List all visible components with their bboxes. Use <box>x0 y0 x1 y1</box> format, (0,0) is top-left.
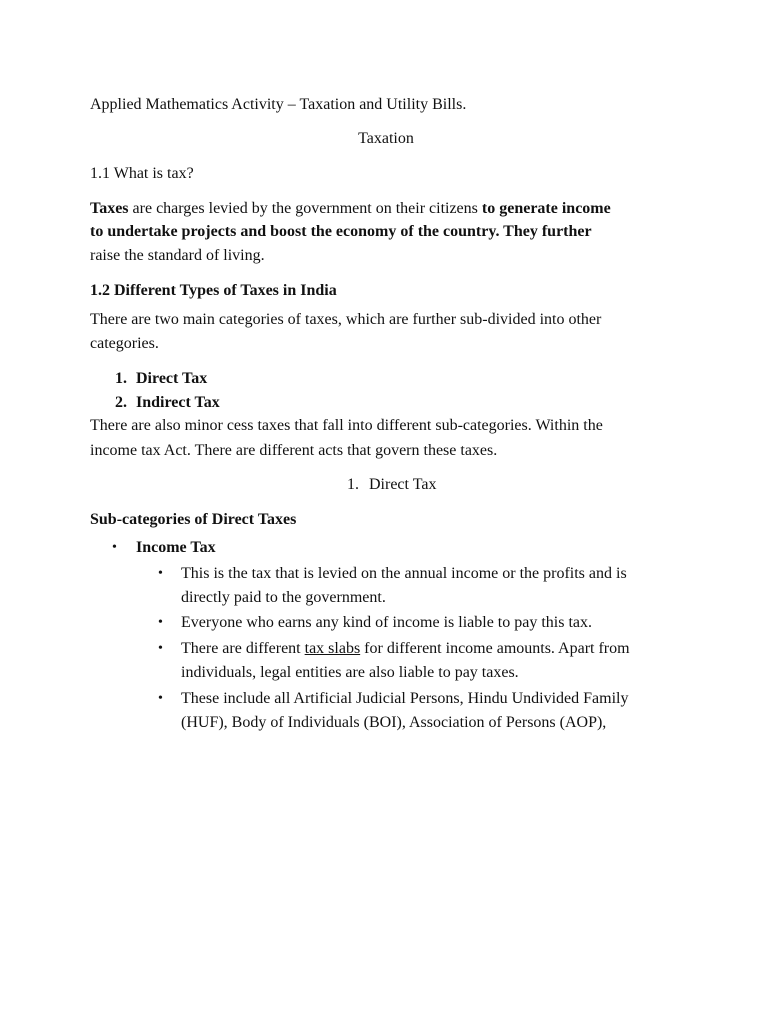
bullet-icon: • <box>158 691 163 706</box>
paragraph-line: categories. <box>90 335 159 352</box>
text-span: for different income amounts. Apart from <box>360 640 630 657</box>
tax-slabs-link[interactable]: tax slabs <box>304 640 361 657</box>
bold-phrase: to generate income <box>481 200 611 217</box>
subcategory-heading: Sub-categories of Direct Taxes <box>90 511 297 528</box>
centered-heading: Direct Tax <box>369 476 437 493</box>
bullet-icon: • <box>112 540 117 555</box>
paragraph-line <box>90 199 611 219</box>
bullet-item: Income Tax <box>136 539 216 556</box>
text-span: are charges levied by the government on their citizens <box>128 200 482 217</box>
question-heading: 1.1 What is tax? <box>90 165 194 182</box>
section-title: Taxation <box>358 130 414 147</box>
centered-list-number: 1. <box>347 476 359 493</box>
list-number: 1. <box>115 370 127 387</box>
sub-bullet-line: directly paid to the government. <box>181 589 386 606</box>
sub-bullet-line: (HUF), Body of Individuals (BOI), Association of Persons (AOP), <box>181 714 607 731</box>
paragraph-line: There are two main categories of taxes, which are further sub-divided into other <box>90 311 602 328</box>
list-item: Indirect Tax <box>136 394 220 411</box>
list-number: 2. <box>115 394 127 411</box>
list-item: Direct Tax <box>136 370 208 387</box>
paragraph-line: to undertake projects and boost the economy of the country. They further <box>90 223 592 240</box>
document-title: Applied Mathematics Activity – Taxation and Utility Bills. <box>90 96 467 113</box>
sub-bullet-line: These include all Artificial Judicial Persons, Hindu Undivided Family <box>181 690 629 707</box>
sub-bullet-line: Everyone who earns any kind of income is liable to pay this tax. <box>181 614 593 631</box>
subsection-heading: 1.2 Different Types of Taxes in India <box>90 282 337 299</box>
sub-bullet-line <box>181 639 630 659</box>
bullet-icon: • <box>158 615 163 630</box>
sub-bullet-line: This is the tax that is levied on the annual income or the profits and is <box>181 565 627 582</box>
paragraph-line: raise the standard of living. <box>90 247 265 264</box>
bullet-icon: • <box>158 641 163 656</box>
sub-bullet-line: individuals, legal entities are also liable to pay taxes. <box>181 664 519 681</box>
text-span: There are different <box>181 640 305 657</box>
paragraph-line: There are also minor cess taxes that fall into different sub-categories. Within the <box>90 417 603 434</box>
bold-term: Taxes <box>90 200 129 217</box>
bullet-icon: • <box>158 566 163 581</box>
paragraph-line: income tax Act. There are different acts that govern these taxes. <box>90 442 498 459</box>
